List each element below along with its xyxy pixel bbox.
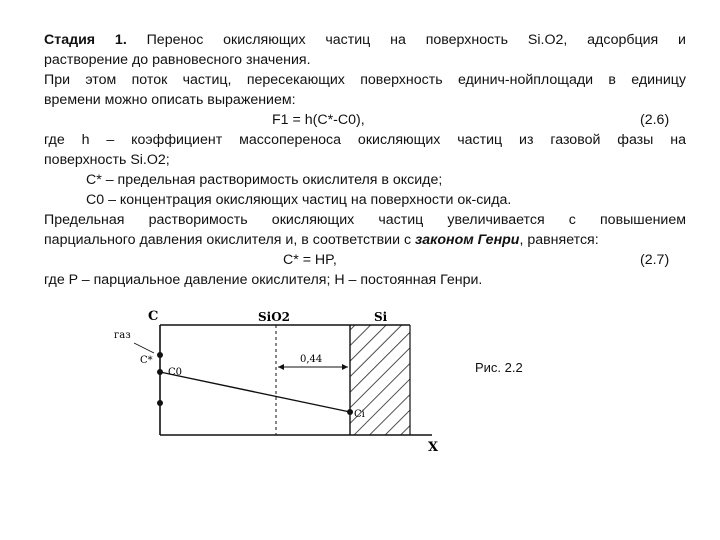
solubility-line: Предельная растворимость окисляющих частиц увеличивается с повышением [44,212,686,228]
c0-point [157,369,163,375]
definition-cstar: C* – предельная растворимость окислителя в оксиде; [86,172,443,188]
stage-label: Стадия 1. [44,32,127,48]
c0-label: C0 [168,367,183,378]
equation-number-2-6: (2.6) [640,112,670,128]
arrow-head-left [278,364,284,370]
axis-c-label: C [148,309,159,324]
region-sio2-label: SiO2 [258,310,291,324]
solubility-post: , равняется: [519,232,599,248]
solubility-line-2 [44,230,599,250]
ci-label: Ci [354,409,365,420]
equation-number-2-7: (2.7) [640,252,670,268]
arrow-head-right [342,364,348,370]
henry-law-term: законом Генри [415,232,520,248]
ci-point [347,409,353,415]
flux-intro-line-2: времени можно описать выражением: [44,92,296,108]
axis-x-label: X [428,440,439,455]
definition-h: где h – коэффициент массопереноса окисляющих частиц из газовой фазы на [44,132,686,148]
equation-flux: F1 = h(C*-C0), [272,112,365,128]
solubility-pre: парциального давления окислителя и, в соответствии с [44,232,416,248]
stage-description-cont: растворение до равновесного значения. [44,52,311,68]
thickness-label: 0,44 [300,354,323,365]
definition-c0: C0 – концентрация окисляющих частиц на поверхности ок-сида. [86,192,512,208]
gas-leader [134,343,154,353]
definition-p-h: где P – парциальное давление окислителя; H – постоянная Генри. [44,272,483,288]
oxidation-diagram [110,305,450,465]
cstar-label: C* [140,355,153,366]
flux-intro-line: При этом поток частиц, пересекающих поверхность единич-нойплощади в единицу [44,72,686,88]
gas-label: газ [114,330,131,341]
equation-henry: C* = HP, [283,252,337,268]
region-si-label: Si [374,310,388,324]
cstar-point [157,352,163,358]
concentration-profile [160,372,350,412]
stage-description: Перенос окисляющих частиц на поверхность Si.O2, адсорбция и [126,32,686,48]
definition-h-cont: поверхность Si.O2; [44,152,170,168]
stage-title-line [44,30,686,50]
figure-caption: Рис. 2.2 [475,360,523,375]
axis-point [157,400,163,406]
